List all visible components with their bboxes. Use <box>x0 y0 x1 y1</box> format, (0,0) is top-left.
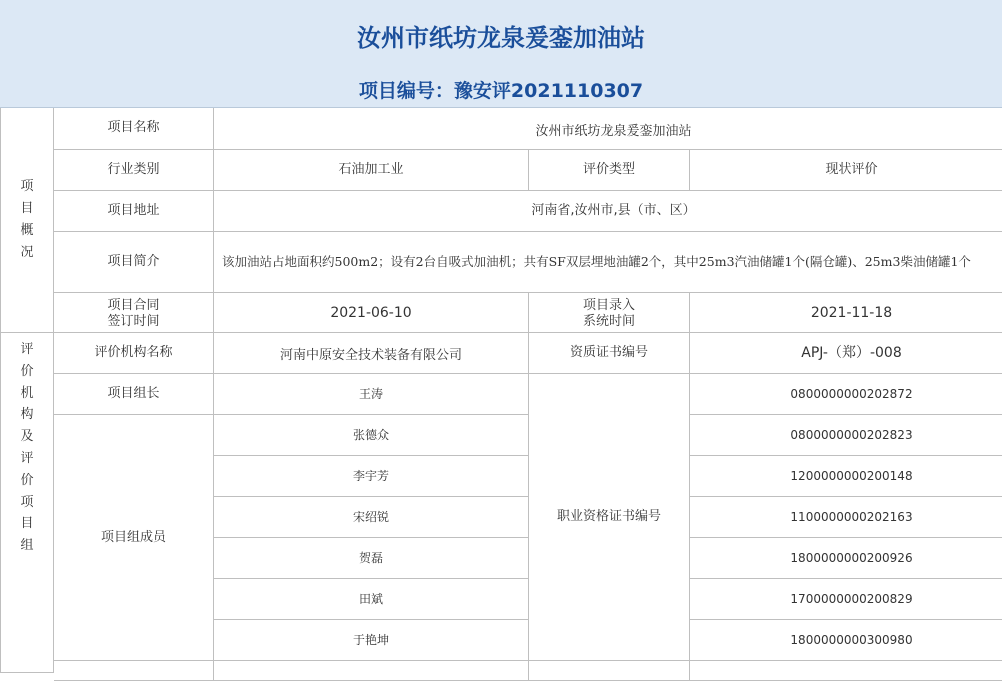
section-char: 评 <box>20 450 34 466</box>
leader-name: 王涛 <box>214 374 529 415</box>
project-name-label: 项目名称 <box>54 108 214 150</box>
page-header <box>0 0 1002 108</box>
contract-date-label: 项目合同 签订时间 <box>54 293 214 333</box>
member-name: 贺磊 <box>214 538 529 579</box>
member-name: 于艳坤 <box>214 620 529 661</box>
section-char: 价 <box>20 472 34 488</box>
section-char: 机 <box>20 385 34 401</box>
member-cert: 1200000000200148 <box>690 456 1002 497</box>
table-row-partial <box>54 661 214 681</box>
section-char: 概 <box>20 223 34 238</box>
member-name: 田斌 <box>214 579 529 620</box>
section-char: 价 <box>20 363 34 379</box>
member-name: 李宇芳 <box>214 456 529 497</box>
member-cert: 1100000000202163 <box>690 497 1002 538</box>
org-label: 评价机构名称 <box>54 333 214 374</box>
table-row-partial <box>529 661 690 681</box>
page-title: 汝州市纸坊龙泉爰銮加油站 <box>357 24 645 52</box>
member-cert: 0800000000202823 <box>690 415 1002 456</box>
section-char: 构 <box>20 407 34 423</box>
brief-label: 项目简介 <box>54 232 214 293</box>
section-evaluation-team <box>0 333 54 673</box>
cert-label: 资质证书编号 <box>529 333 690 374</box>
section-char: 组 <box>20 538 34 554</box>
project-number <box>0 76 1002 103</box>
cert-value: APJ-（郑）-008 <box>690 333 1002 374</box>
contract-date-value: 2021-06-10 <box>214 293 529 333</box>
member-cert: 1800000000200926 <box>690 538 1002 579</box>
project-number-label: 项目编号： <box>358 80 454 102</box>
member-name: 宋绍锐 <box>214 497 529 538</box>
member-cert: 1700000000200829 <box>690 579 1002 620</box>
org-value: 河南中原安全技术装备有限公司 <box>214 333 529 374</box>
members-label: 项目组成员 <box>54 415 214 661</box>
project-number-value: 豫安评2021110307 <box>453 80 644 102</box>
address-label: 项目地址 <box>54 191 214 232</box>
address-value: 河南省,汝州市,县（市、区） <box>214 191 1002 232</box>
section-char: 评 <box>20 342 34 357</box>
member-cert: 1800000000300980 <box>690 620 1002 661</box>
entry-date-label: 项目录入 系统时间 <box>529 293 690 333</box>
industry-value: 石油加工业 <box>214 150 529 191</box>
leader-label: 项目组长 <box>54 374 214 415</box>
entry-date-value: 2021-11-18 <box>690 293 1002 333</box>
project-name-value: 汝州市纸坊龙泉爰銮加油站 <box>214 108 1002 150</box>
section-char: 况 <box>20 245 34 260</box>
eval-type-value: 现状评价 <box>690 150 1002 191</box>
section-char: 项 <box>20 179 34 194</box>
section-project-overview <box>0 108 54 333</box>
member-name: 张德众 <box>214 415 529 456</box>
section-char: 目 <box>20 516 34 532</box>
section-char: 项 <box>20 494 34 510</box>
leader-cert: 0800000000202872 <box>690 374 1002 415</box>
eval-type-label: 评价类型 <box>529 150 690 191</box>
table-row-partial <box>690 661 1002 681</box>
section-char: 及 <box>20 429 34 445</box>
table-row-partial <box>214 661 529 681</box>
qualification-label: 职业资格证书编号 <box>529 374 690 661</box>
brief-value: 该加油站占地面积约500m2；设有2台自吸式加油机；共有SF双层埋地油罐2个，其中25m3汽油储罐1个(隔仓罐)、25m3柴油储罐1个 <box>214 232 1002 293</box>
section-char: 目 <box>20 201 34 216</box>
industry-label: 行业类别 <box>54 150 214 191</box>
